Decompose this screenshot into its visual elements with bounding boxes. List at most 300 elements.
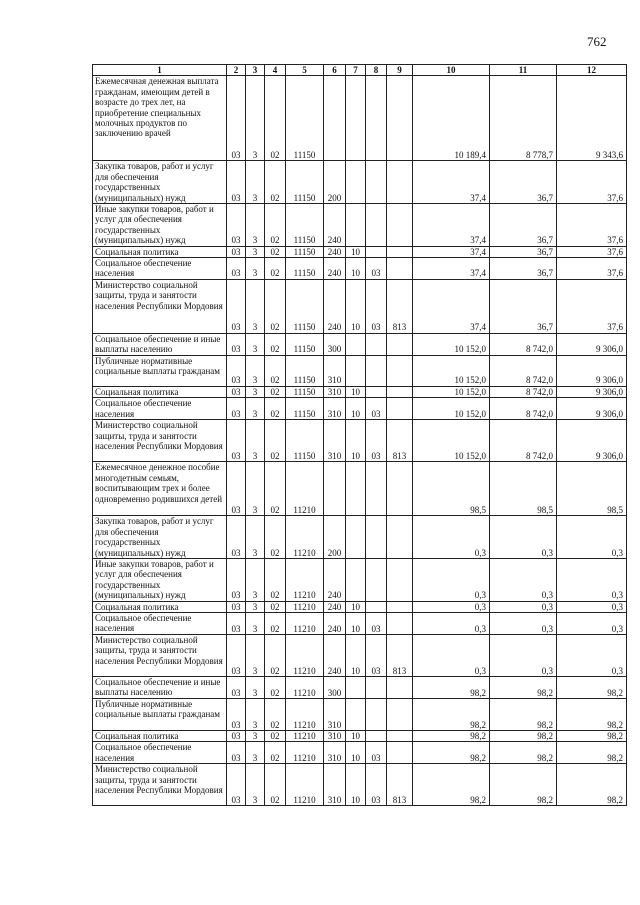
column-header: 6	[324, 65, 346, 76]
amount-col12-cell: 0,3	[557, 516, 627, 559]
ministry-code-cell	[387, 398, 413, 420]
code-col3-cell: 3	[246, 386, 265, 397]
code-col4-cell: 02	[265, 612, 286, 634]
amount-col11-cell: 0,3	[490, 558, 557, 601]
column-header: 10	[413, 65, 490, 76]
amount-col11-cell: 98,2	[490, 764, 557, 806]
amount-col11-cell: 36,7	[490, 161, 557, 204]
code-col2-cell: 03	[227, 698, 246, 730]
amount-col11-cell: 8 742,0	[490, 420, 557, 462]
target-code-cell: 11210	[286, 742, 324, 764]
section-cell	[346, 558, 366, 601]
code-col2-cell: 03	[227, 246, 246, 257]
row-name-cell: Министерство социальной защиты, труда и занятости населения Республики Мордовия	[93, 634, 227, 676]
amount-col10-cell: 0,3	[413, 634, 490, 676]
amount-col10-cell: 37,4	[413, 258, 490, 280]
table-row	[93, 386, 627, 397]
target-code-cell: 11150	[286, 398, 324, 420]
amount-col12-cell: 98,2	[557, 676, 627, 698]
section-cell: 10	[346, 279, 366, 333]
code-col3-cell: 3	[246, 279, 265, 333]
ministry-code-cell	[387, 698, 413, 730]
row-name-cell: Социальное обеспечение населения	[93, 398, 227, 420]
table-row	[93, 333, 627, 355]
ministry-code-cell	[387, 246, 413, 257]
code-col3-cell: 3	[246, 462, 265, 516]
subsection-cell: 03	[366, 258, 387, 280]
ministry-code-cell	[387, 676, 413, 698]
subsection-cell	[366, 333, 387, 355]
column-header: 3	[246, 65, 265, 76]
code-col3-cell: 3	[246, 601, 265, 612]
target-code-cell: 11150	[286, 279, 324, 333]
ministry-code-cell	[387, 204, 413, 247]
section-cell: 10	[346, 730, 366, 741]
amount-col10-cell: 10 152,0	[413, 333, 490, 355]
expense-type-cell: 310	[324, 698, 346, 730]
expense-type-cell: 310	[324, 355, 346, 386]
ministry-code-cell	[387, 601, 413, 612]
amount-col11-cell: 98,2	[490, 676, 557, 698]
subsection-cell: 03	[366, 764, 387, 806]
table-row	[93, 516, 627, 559]
expense-type-cell: 300	[324, 333, 346, 355]
expense-type-cell: 200	[324, 516, 346, 559]
amount-col11-cell: 36,7	[490, 204, 557, 247]
target-code-cell: 11150	[286, 246, 324, 257]
ministry-code-cell	[387, 333, 413, 355]
table-row	[93, 258, 627, 280]
section-cell: 10	[346, 612, 366, 634]
amount-col10-cell: 98,2	[413, 764, 490, 806]
table-row	[93, 279, 627, 333]
table-row	[93, 398, 627, 420]
target-code-cell: 11150	[286, 161, 324, 204]
row-name-cell: Социальное обеспечение и иные выплаты населению	[93, 333, 227, 355]
amount-col11-cell: 0,3	[490, 612, 557, 634]
subsection-cell	[366, 161, 387, 204]
section-cell	[346, 462, 366, 516]
code-col2-cell: 03	[227, 333, 246, 355]
amount-col12-cell: 9 343,6	[557, 76, 627, 161]
amount-col12-cell: 37,6	[557, 258, 627, 280]
row-name-cell: Министерство социальной защиты, труда и занятости населения Республики Мордовия	[93, 279, 227, 333]
expense-type-cell: 240	[324, 246, 346, 257]
ministry-code-cell	[387, 258, 413, 280]
section-cell	[346, 76, 366, 161]
table-body	[93, 76, 627, 806]
amount-col10-cell: 10 152,0	[413, 355, 490, 386]
code-col2-cell: 03	[227, 601, 246, 612]
code-col2-cell: 03	[227, 386, 246, 397]
section-cell: 10	[346, 398, 366, 420]
code-col3-cell: 3	[246, 634, 265, 676]
table-row	[93, 462, 627, 516]
section-cell	[346, 676, 366, 698]
table-row	[93, 764, 627, 806]
amount-col12-cell: 98,2	[557, 698, 627, 730]
target-code-cell: 11210	[286, 462, 324, 516]
row-name-cell: Социальное обеспечение населения	[93, 742, 227, 764]
code-col2-cell: 03	[227, 558, 246, 601]
ministry-code-cell	[387, 742, 413, 764]
row-name-cell: Министерство социальной защиты, труда и занятости населения Республики Мордовия	[93, 420, 227, 462]
table-row	[93, 204, 627, 247]
subsection-cell	[366, 462, 387, 516]
code-col4-cell: 02	[265, 698, 286, 730]
code-col2-cell: 03	[227, 634, 246, 676]
ministry-code-cell	[387, 730, 413, 741]
amount-col11-cell: 0,3	[490, 516, 557, 559]
code-col4-cell: 02	[265, 516, 286, 559]
row-name-cell: Публичные нормативные социальные выплаты гражданам	[93, 355, 227, 386]
row-name-cell: Закупка товаров, работ и услуг для обеспечения государственных (муниципальных) нужд	[93, 161, 227, 204]
code-col2-cell: 03	[227, 730, 246, 741]
amount-col10-cell: 0,3	[413, 516, 490, 559]
expense-type-cell: 310	[324, 420, 346, 462]
code-col2-cell: 03	[227, 258, 246, 280]
section-cell: 10	[346, 634, 366, 676]
code-col4-cell: 02	[265, 279, 286, 333]
amount-col11-cell: 8 778,7	[490, 76, 557, 161]
subsection-cell: 03	[366, 634, 387, 676]
table-row	[93, 355, 627, 386]
subsection-cell	[366, 204, 387, 247]
column-header: 12	[557, 65, 627, 76]
target-code-cell: 11150	[286, 258, 324, 280]
section-cell: 10	[346, 601, 366, 612]
expense-type-cell: 300	[324, 676, 346, 698]
target-code-cell: 11210	[286, 730, 324, 741]
target-code-cell: 11150	[286, 386, 324, 397]
code-col4-cell: 02	[265, 420, 286, 462]
ministry-code-cell	[387, 516, 413, 559]
section-cell: 10	[346, 386, 366, 397]
code-col2-cell: 03	[227, 204, 246, 247]
target-code-cell: 11150	[286, 420, 324, 462]
amount-col11-cell: 98,2	[490, 742, 557, 764]
column-header: 9	[387, 65, 413, 76]
expense-type-cell: 240	[324, 601, 346, 612]
amount-col10-cell: 0,3	[413, 612, 490, 634]
amount-col12-cell: 37,6	[557, 161, 627, 204]
expense-type-cell: 310	[324, 398, 346, 420]
code-col3-cell: 3	[246, 764, 265, 806]
code-col3-cell: 3	[246, 258, 265, 280]
code-col2-cell: 03	[227, 76, 246, 161]
amount-col12-cell: 0,3	[557, 612, 627, 634]
expense-type-cell: 310	[324, 742, 346, 764]
amount-col12-cell: 37,6	[557, 279, 627, 333]
subsection-cell	[366, 246, 387, 257]
code-col4-cell: 02	[265, 730, 286, 741]
code-col3-cell: 3	[246, 204, 265, 247]
subsection-cell	[366, 76, 387, 161]
table-header	[93, 65, 627, 76]
row-name-cell: Публичные нормативные социальные выплаты гражданам	[93, 698, 227, 730]
code-col3-cell: 3	[246, 516, 265, 559]
code-col3-cell: 3	[246, 558, 265, 601]
column-header: 8	[366, 65, 387, 76]
subsection-cell: 03	[366, 742, 387, 764]
row-name-cell: Социальное обеспечение населения	[93, 258, 227, 280]
expense-type-cell: 240	[324, 204, 346, 247]
column-header: 4	[265, 65, 286, 76]
amount-col12-cell: 98,2	[557, 730, 627, 741]
subsection-cell	[366, 558, 387, 601]
target-code-cell: 11150	[286, 355, 324, 386]
subsection-cell: 03	[366, 420, 387, 462]
table-row	[93, 558, 627, 601]
amount-col10-cell: 98,2	[413, 698, 490, 730]
amount-col11-cell: 8 742,0	[490, 386, 557, 397]
expense-type-cell: 310	[324, 386, 346, 397]
code-col2-cell: 03	[227, 742, 246, 764]
amount-col12-cell: 98,2	[557, 742, 627, 764]
expense-type-cell: 240	[324, 258, 346, 280]
code-col2-cell: 03	[227, 764, 246, 806]
row-name-cell: Закупка товаров, работ и услуг для обеспечения государственных (муниципальных) нужд	[93, 516, 227, 559]
amount-col10-cell: 98,2	[413, 742, 490, 764]
target-code-cell: 11150	[286, 204, 324, 247]
code-col4-cell: 02	[265, 204, 286, 247]
row-name-cell: Министерство социальной защиты, труда и занятости населения Республики Мордовия	[93, 764, 227, 806]
subsection-cell	[366, 730, 387, 741]
amount-col12-cell: 37,6	[557, 246, 627, 257]
section-cell	[346, 516, 366, 559]
code-col2-cell: 03	[227, 355, 246, 386]
amount-col10-cell: 10 152,0	[413, 420, 490, 462]
expense-type-cell: 240	[324, 558, 346, 601]
table-row	[93, 246, 627, 257]
amount-col11-cell: 98,2	[490, 730, 557, 741]
code-col2-cell: 03	[227, 420, 246, 462]
table-row	[93, 698, 627, 730]
section-cell: 10	[346, 258, 366, 280]
ministry-code-cell	[387, 612, 413, 634]
target-code-cell: 11210	[286, 601, 324, 612]
target-code-cell: 11210	[286, 676, 324, 698]
section-cell	[346, 698, 366, 730]
target-code-cell: 11210	[286, 698, 324, 730]
code-col3-cell: 3	[246, 420, 265, 462]
code-col3-cell: 3	[246, 742, 265, 764]
code-col4-cell: 02	[265, 558, 286, 601]
code-col4-cell: 02	[265, 601, 286, 612]
row-name-cell: Социальное обеспечение и иные выплаты населению	[93, 676, 227, 698]
target-code-cell: 11210	[286, 558, 324, 601]
code-col3-cell: 3	[246, 398, 265, 420]
section-cell	[346, 161, 366, 204]
code-col3-cell: 3	[246, 355, 265, 386]
code-col3-cell: 3	[246, 76, 265, 161]
ministry-code-cell	[387, 161, 413, 204]
target-code-cell: 11150	[286, 76, 324, 161]
code-col4-cell: 02	[265, 764, 286, 806]
subsection-cell	[366, 676, 387, 698]
code-col3-cell: 3	[246, 612, 265, 634]
code-col4-cell: 02	[265, 742, 286, 764]
amount-col10-cell: 10 152,0	[413, 398, 490, 420]
expense-type-cell: 200	[324, 161, 346, 204]
budget-table	[92, 64, 627, 806]
code-col2-cell: 03	[227, 676, 246, 698]
code-col2-cell: 03	[227, 398, 246, 420]
amount-col10-cell: 98,2	[413, 730, 490, 741]
expense-type-cell	[324, 76, 346, 161]
code-col4-cell: 02	[265, 258, 286, 280]
code-col3-cell: 3	[246, 161, 265, 204]
table-row	[93, 161, 627, 204]
subsection-cell	[366, 355, 387, 386]
amount-col10-cell: 0,3	[413, 558, 490, 601]
section-cell	[346, 333, 366, 355]
code-col3-cell: 3	[246, 333, 265, 355]
amount-col11-cell: 8 742,0	[490, 398, 557, 420]
row-name-cell: Ежемесячная денежная выплата гражданам, имеющим детей в возрасте до трех лет, на приобретение специальных молочных продуктов по заключению врачей	[93, 76, 227, 161]
column-header: 1	[93, 65, 227, 76]
ministry-code-cell	[387, 355, 413, 386]
amount-col11-cell: 36,7	[490, 258, 557, 280]
section-cell: 10	[346, 764, 366, 806]
expense-type-cell: 240	[324, 279, 346, 333]
subsection-cell	[366, 516, 387, 559]
amount-col10-cell: 37,4	[413, 279, 490, 333]
amount-col10-cell: 37,4	[413, 246, 490, 257]
row-name-cell: Социальное обеспечение населения	[93, 612, 227, 634]
table-row	[93, 76, 627, 161]
amount-col11-cell: 8 742,0	[490, 333, 557, 355]
code-col4-cell: 02	[265, 161, 286, 204]
row-name-cell: Социальная политика	[93, 601, 227, 612]
ministry-code-cell	[387, 76, 413, 161]
subsection-cell	[366, 601, 387, 612]
code-col3-cell: 3	[246, 698, 265, 730]
expense-type-cell: 240	[324, 634, 346, 676]
amount-col12-cell: 9 306,0	[557, 398, 627, 420]
code-col2-cell: 03	[227, 612, 246, 634]
table-row	[93, 420, 627, 462]
amount-col11-cell: 36,7	[490, 279, 557, 333]
code-col2-cell: 03	[227, 516, 246, 559]
header-row	[93, 65, 627, 76]
target-code-cell: 11210	[286, 634, 324, 676]
amount-col12-cell: 9 306,0	[557, 420, 627, 462]
section-cell: 10	[346, 420, 366, 462]
amount-col10-cell: 98,2	[413, 676, 490, 698]
section-cell: 10	[346, 742, 366, 764]
code-col4-cell: 02	[265, 676, 286, 698]
code-col2-cell: 03	[227, 279, 246, 333]
amount-col11-cell: 8 742,0	[490, 355, 557, 386]
amount-col12-cell: 9 306,0	[557, 355, 627, 386]
code-col4-cell: 02	[265, 634, 286, 676]
target-code-cell: 11210	[286, 612, 324, 634]
code-col4-cell: 02	[265, 462, 286, 516]
ministry-code-cell	[387, 558, 413, 601]
table-row	[93, 676, 627, 698]
ministry-code-cell: 813	[387, 420, 413, 462]
amount-col10-cell: 37,4	[413, 204, 490, 247]
section-cell: 10	[346, 246, 366, 257]
subsection-cell	[366, 386, 387, 397]
code-col4-cell: 02	[265, 398, 286, 420]
subsection-cell: 03	[366, 398, 387, 420]
amount-col12-cell: 98,5	[557, 462, 627, 516]
code-col3-cell: 3	[246, 730, 265, 741]
column-header: 11	[490, 65, 557, 76]
amount-col11-cell: 98,2	[490, 698, 557, 730]
amount-col10-cell: 37,4	[413, 161, 490, 204]
table-row	[93, 634, 627, 676]
amount-col10-cell: 10 152,0	[413, 386, 490, 397]
column-header: 2	[227, 65, 246, 76]
target-code-cell: 11210	[286, 516, 324, 559]
amount-col10-cell: 0,3	[413, 601, 490, 612]
code-col2-cell: 03	[227, 462, 246, 516]
amount-col12-cell: 9 306,0	[557, 386, 627, 397]
code-col4-cell: 02	[265, 333, 286, 355]
ministry-code-cell	[387, 386, 413, 397]
code-col3-cell: 3	[246, 676, 265, 698]
code-col3-cell: 3	[246, 246, 265, 257]
code-col2-cell: 03	[227, 161, 246, 204]
table-row	[93, 601, 627, 612]
row-name-cell: Ежемесячное денежное пособие многодетным семьям, воспитывающим трех и более одновременно родившихся детей	[93, 462, 227, 516]
amount-col12-cell: 9 306,0	[557, 333, 627, 355]
amount-col11-cell: 98,5	[490, 462, 557, 516]
amount-col12-cell: 37,6	[557, 204, 627, 247]
ministry-code-cell: 813	[387, 279, 413, 333]
code-col4-cell: 02	[265, 386, 286, 397]
amount-col10-cell: 98,5	[413, 462, 490, 516]
code-col4-cell: 02	[265, 76, 286, 161]
subsection-cell: 03	[366, 612, 387, 634]
row-name-cell: Социальная политика	[93, 246, 227, 257]
column-header: 5	[286, 65, 324, 76]
expense-type-cell: 310	[324, 764, 346, 806]
table-row	[93, 612, 627, 634]
ministry-code-cell	[387, 462, 413, 516]
section-cell	[346, 204, 366, 247]
code-col4-cell: 02	[265, 355, 286, 386]
amount-col11-cell: 0,3	[490, 601, 557, 612]
target-code-cell: 11210	[286, 764, 324, 806]
amount-col12-cell: 0,3	[557, 601, 627, 612]
row-name-cell: Иные закупки товаров, работ и услуг для обеспечения государственных (муниципальных) нужд	[93, 558, 227, 601]
table-row	[93, 730, 627, 741]
column-header: 7	[346, 65, 366, 76]
amount-col11-cell: 0,3	[490, 634, 557, 676]
amount-col12-cell: 0,3	[557, 634, 627, 676]
amount-col12-cell: 98,2	[557, 764, 627, 806]
ministry-code-cell: 813	[387, 634, 413, 676]
subsection-cell	[366, 698, 387, 730]
table-row	[93, 742, 627, 764]
section-cell	[346, 355, 366, 386]
target-code-cell: 11150	[286, 333, 324, 355]
amount-col10-cell: 10 189,4	[413, 76, 490, 161]
expense-type-cell: 310	[324, 730, 346, 741]
amount-col11-cell: 36,7	[490, 246, 557, 257]
subsection-cell: 03	[366, 279, 387, 333]
expense-type-cell	[324, 462, 346, 516]
row-name-cell: Социальная политика	[93, 730, 227, 741]
ministry-code-cell: 813	[387, 764, 413, 806]
expense-type-cell: 240	[324, 612, 346, 634]
row-name-cell: Социальная политика	[93, 386, 227, 397]
page-number: 762	[587, 34, 607, 49]
